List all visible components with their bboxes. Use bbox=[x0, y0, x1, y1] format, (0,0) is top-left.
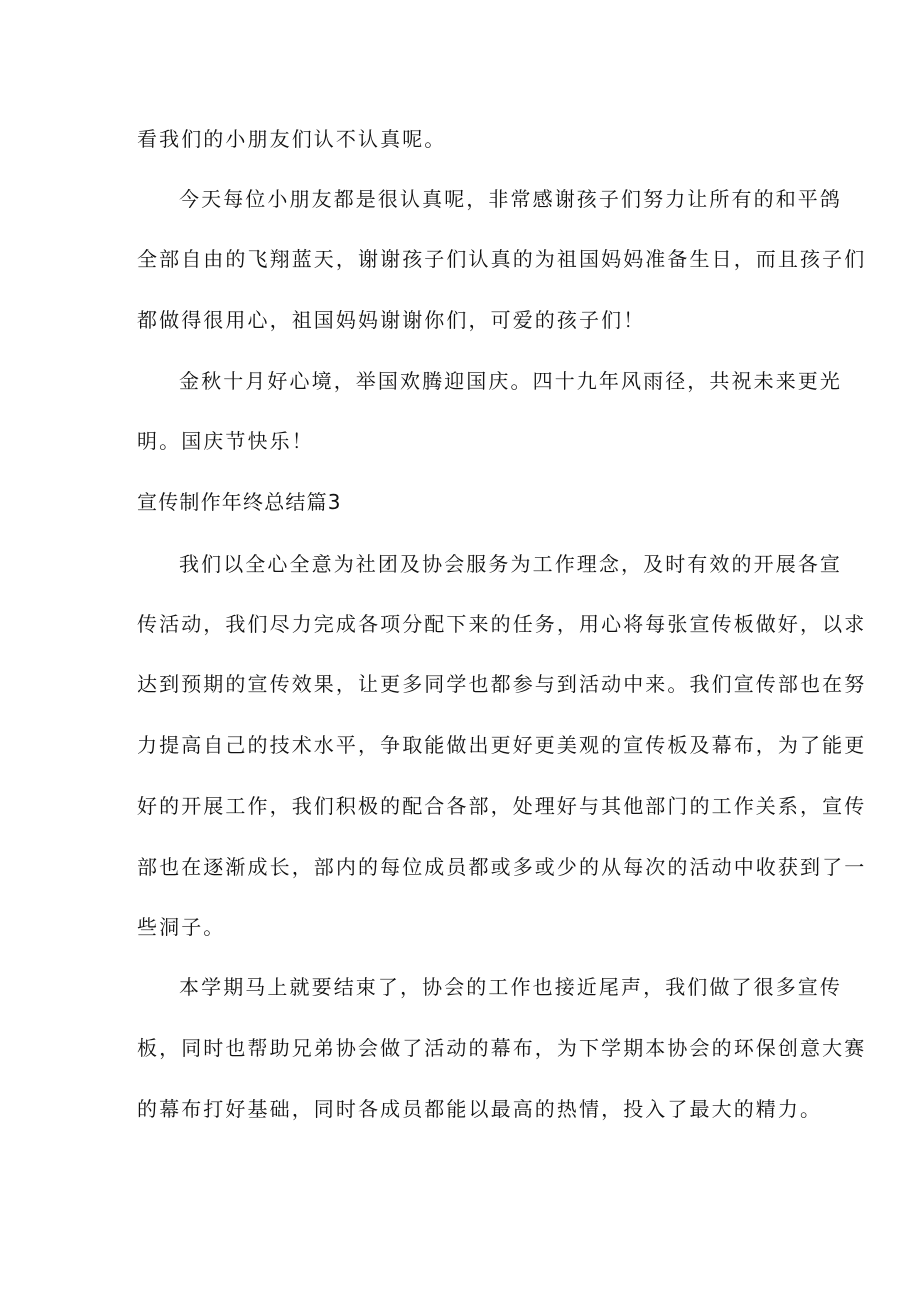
paragraph-work-line-7: 些洞子。 bbox=[137, 915, 226, 939]
paragraph-intro-line-1: 看我们的小朋友们认不认真呢。 bbox=[137, 127, 447, 151]
paragraph-work-line-3: 达到预期的宣传效果，让更多同学也都参与到活动中来。我们宣传部也在努 bbox=[137, 672, 867, 696]
paragraph-work-line-5: 好的开展工作，我们积极的配合各部，处理好与其他部门的工作关系，宣传 bbox=[137, 794, 867, 818]
paragraph-thanks-line-3: 都做得很用心，祖国妈妈谢谢你们，可爱的孩子们！ bbox=[137, 308, 646, 332]
paragraph-work-line-2: 传活动，我们尽力完成各项分配下来的任务，用心将每张宣传板做好，以求 bbox=[137, 612, 867, 636]
paragraph-greeting-line-1: 金秋十月好心境，举国欢腾迎国庆。四十九年风雨径，共祝未来更光 bbox=[179, 369, 842, 393]
paragraph-greeting-line-2: 明。国庆节快乐！ bbox=[137, 429, 314, 453]
paragraph-work-line-1: 我们以全心全意为社团及协会服务为工作理念，及时有效的开展各宣 bbox=[179, 552, 842, 576]
paragraph-work-line-6: 部也在逐渐成长，部内的每位成员都或多或少的从每次的活动中收获到了一 bbox=[137, 855, 867, 879]
paragraph-thanks-line-2: 全部自由的飞翔蓝天，谢谢孩子们认真的为祖国妈妈准备生日，而且孩子们 bbox=[137, 247, 867, 271]
paragraph-semester-line-3: 的幕布打好基础，同时各成员都能以最高的热情，投入了最大的精力。 bbox=[137, 1097, 823, 1121]
paragraph-work-line-4: 力提高自己的技术水平，争取能做出更好更美观的宣传板及幕布，为了能更 bbox=[137, 733, 867, 757]
paragraph-semester-line-1: 本学期马上就要结束了，协会的工作也接近尾声，我们做了很多宣传 bbox=[179, 975, 842, 999]
paragraph-semester-line-2: 板，同时也帮助兄弟协会做了活动的幕布，为下学期本协会的环保创意大赛 bbox=[137, 1036, 867, 1060]
section-heading: 宣传制作年终总结篇3 bbox=[137, 490, 342, 514]
paragraph-thanks-line-1: 今天每位小朋友都是很认真呢，非常感谢孩子们努力让所有的和平鸽 bbox=[179, 187, 842, 211]
